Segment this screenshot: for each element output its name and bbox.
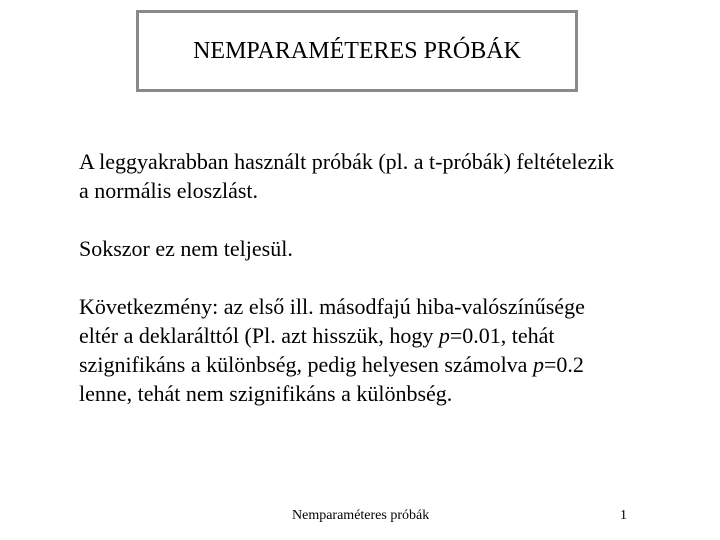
p-value-symbol: p: [438, 323, 450, 348]
paragraph-line: [79, 350, 679, 379]
slide-content: [79, 147, 679, 408]
paragraph-line: Következmény: az első ill. másodfajú hiba-valószínűsége: [79, 294, 585, 319]
p-value-symbol: p: [532, 352, 544, 377]
footer-text: Nemparaméteres próbák: [292, 508, 430, 523]
paragraph-line: a normális eloszlást.: [79, 178, 259, 203]
text-run: =0.01, tehát: [449, 323, 555, 348]
text-run: eltér a deklarálttól (Pl. azt hisszük, hogy: [79, 323, 439, 348]
text-run: =0.2: [543, 352, 584, 377]
page-number: 1: [620, 508, 627, 523]
paragraph-line: Sokszor ez nem teljesül.: [79, 236, 293, 261]
paragraph-line: A leggyakrabban használt próbák (pl. a t-próbák) feltételezik: [79, 149, 615, 174]
paragraph-line: lenne, tehát nem szignifikáns a különbség.: [79, 381, 453, 406]
text-run: szignifikáns a különbség, pedig helyesen számolva: [79, 352, 533, 377]
paragraph-consequence: [79, 292, 679, 408]
slide-title: NEMPARAMÉTERES PRÓBÁK: [193, 37, 521, 64]
paragraph-line: [79, 321, 679, 350]
paragraph-assumption: [79, 147, 679, 205]
paragraph-not-met: [79, 234, 679, 263]
title-box: [136, 10, 578, 92]
